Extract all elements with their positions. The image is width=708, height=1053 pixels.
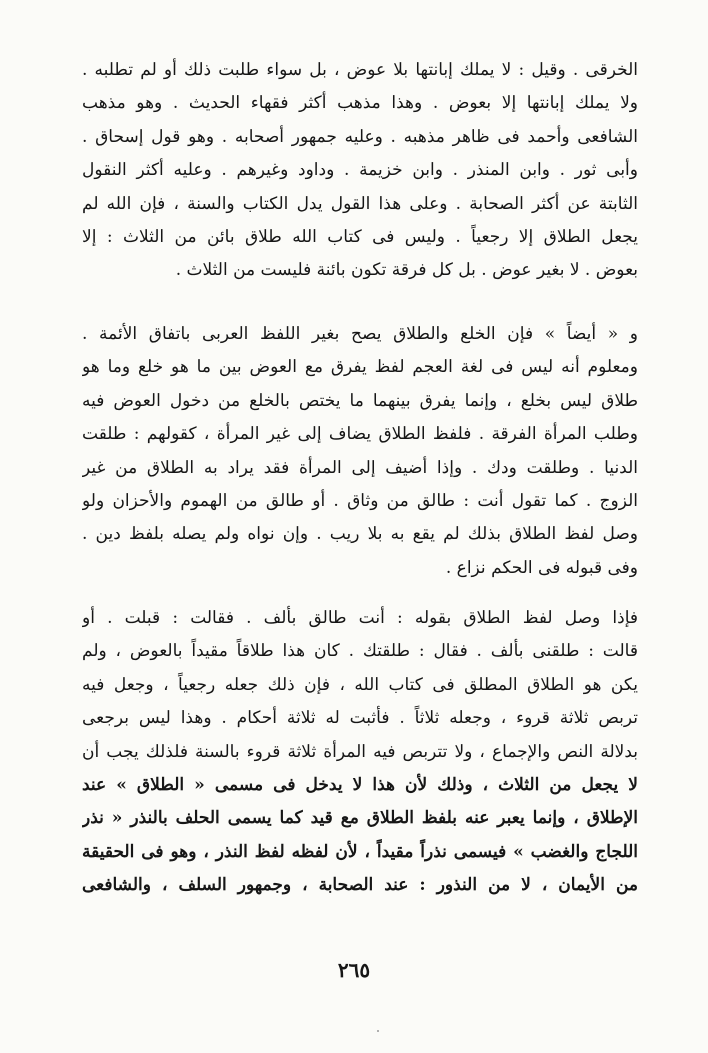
text-line: الثابتة عن أكثر الصحابة . وعلى هذا القول يدل الكتاب والسنة ، فإن الله لم xyxy=(82,193,638,214)
text-line: فإذا وصل لفظ الطلاق بقوله : أنت طالق بألف . فقالت : قبلت . أو xyxy=(82,608,638,628)
text-line: من الأيمان ، لا من النذور : عند الصحابة ، وجمهور السلف ، والشافعى xyxy=(82,875,638,896)
text-line: الدنيا . وطلقت ودك . وإذا أضيف إلى المرأة فقد يراد به الطلاق من غير xyxy=(82,457,638,478)
text-line: طلاق ليس بخلع ، وإنما يفرق بينهما ما يختص بالخلع من دخول العوض فيه xyxy=(82,390,638,411)
text-line: قالت : طلقنى بألف . فقال : طلقتك . كان هذا طلاقاً مقيداً بالعوض ، ولم xyxy=(82,641,638,662)
paragraph-3 xyxy=(82,602,638,903)
text-line: لا يجعل من الثلاث ، وذلك لأن هذا لا يدخل فى مسمى « الطلاق » عند xyxy=(82,774,638,795)
text-line: وطلب المرأة الفرقة . فلفظ الطلاق يضاف إلى غير المرأة ، كقولهم : طلقت xyxy=(82,424,638,445)
text-line: الشافعى وأحمد فى ظاهر مذهبه . وعليه جمهور أصحابه . وهو قول إسحاق . xyxy=(82,126,638,147)
text-line: ومعلوم أنه ليس فى لغة العجم لفظ يفرق مع العوض بين ما هو خلع وما هو xyxy=(82,357,638,378)
scan-speck xyxy=(377,1030,379,1032)
text-line: بعوض . لا بغير عوض . بل كل فرقة تكون بائنة فليست من الثلاث . xyxy=(175,260,638,281)
text-line: الزوج . كما تقول أنت : طالق من وثاق . أو طالق من الهموم والأحزان ولو xyxy=(82,490,638,511)
text-line: اللجاج والغضب » فيسمى نذراً مقيداً ، لأن لفظه لفظ النذر ، وهو فى الحقيقة xyxy=(82,841,638,862)
text-line: يجعل الطلاق إلا رجعياً . وليس فى كتاب الله طلاق بائن من الثلاث : إلا xyxy=(82,226,638,247)
text-line: يكن هو الطلاق المطلق فى كتاب الله ، فإن ذلك جعله رجعياً ، وجعل فيه xyxy=(82,674,638,695)
text-line: وصل لفظ الطلاق بذلك لم يقع به بلا ريب . وإن نواه ولم يصله بلفظ دين . xyxy=(82,524,638,545)
paragraph-1 xyxy=(82,54,638,288)
text-line: وفى قبوله فى الحكم نزاع . xyxy=(445,557,638,578)
page-number: ٢٦٥ xyxy=(337,958,371,982)
text-line: بدلالة النص والإجماع ، ولا تتربص فيه المرأة ثلاثة قروء بالسنة فلذلك يجب أن xyxy=(82,741,638,762)
text-line: الخرقى . وقيل : لا يملك إبانتها بلا عوض ، بل سواء طلبت ذلك أو لم تطلبه . xyxy=(82,60,638,80)
text-line: تربص ثلاثة قروء ، وجعله ثلاثاً . فأثبت له ثلاثة أحكام . وهذا ليس برجعى xyxy=(82,708,638,729)
paragraph-2 xyxy=(82,318,638,585)
text-line: الإطلاق ، وإنما يعبر عنه بلفظ الطلاق مع قيد كما يسمى الحلف بالنذر « نذر xyxy=(82,808,638,829)
text-line: و « أيضاً » فإن الخلع والطلاق يصح بغير اللفظ العربى باتفاق الأئمة . xyxy=(82,324,638,344)
text-line: ولا يملك إبانتها إلا بعوض . وهذا مذهب أكثر فقهاء الحديث . وهو مذهب xyxy=(82,93,638,114)
text-line: وأبى ثور . وابن المنذر . وابن خزيمة . وداود وغيرهم . وعليه أكثر النقول xyxy=(82,160,638,181)
